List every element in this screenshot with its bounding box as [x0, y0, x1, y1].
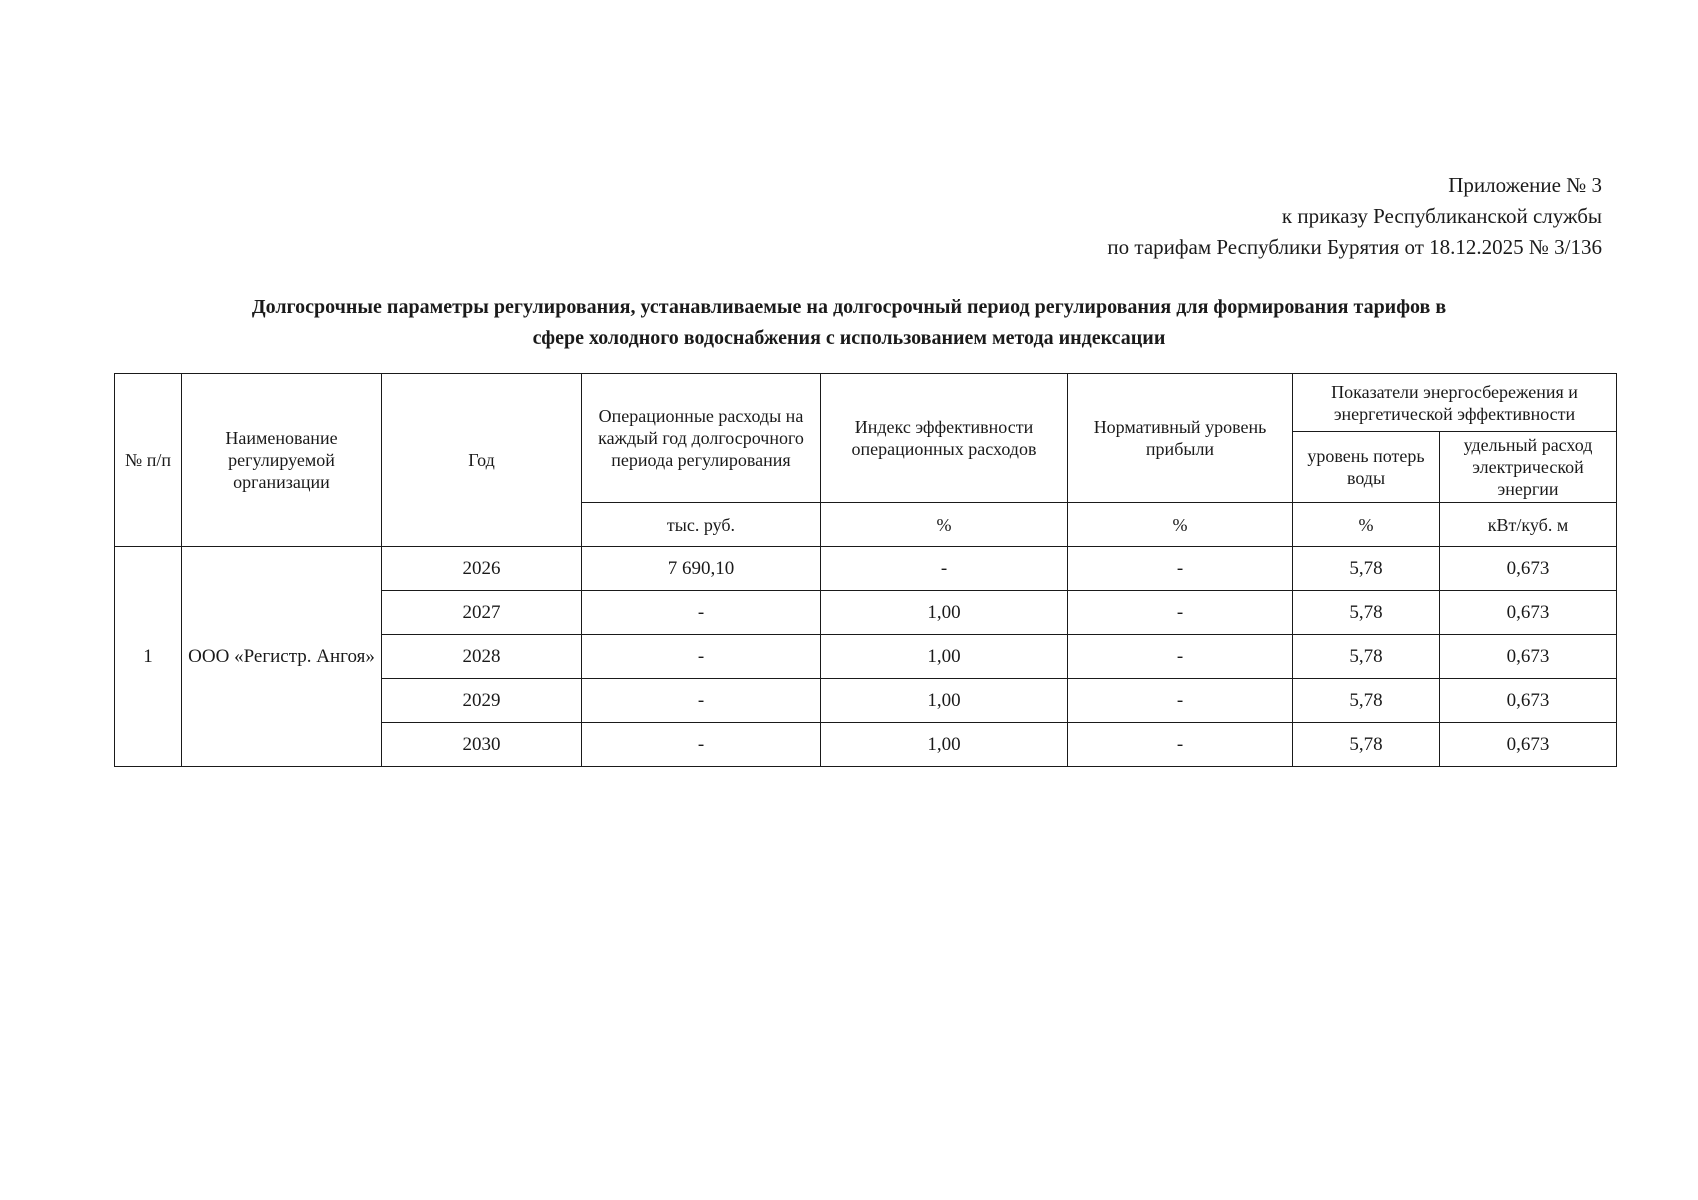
cell-efficiency-index: - — [821, 547, 1068, 591]
unit-efficiency-index: % — [821, 503, 1068, 547]
cell-profit: - — [1068, 723, 1293, 767]
cell-opex: 7 690,10 — [582, 547, 821, 591]
header-efficiency-index: Индекс эффективности операционных расходов — [821, 374, 1068, 503]
cell-opex: - — [582, 679, 821, 723]
cell-year: 2030 — [382, 723, 582, 767]
cell-year: 2028 — [382, 635, 582, 679]
cell-efficiency-index: 1,00 — [821, 635, 1068, 679]
document-title-line-2: сфере холодного водоснабжения с использованием метода индексации — [532, 327, 1166, 349]
cell-profit: - — [1068, 591, 1293, 635]
cell-electricity: 0,673 — [1440, 723, 1617, 767]
cell-opex: - — [582, 591, 821, 635]
header-electricity: удельный расход электрической энергии — [1440, 432, 1617, 503]
header-year: Год — [382, 374, 582, 547]
cell-year: 2026 — [382, 547, 582, 591]
cell-efficiency-index: 1,00 — [821, 679, 1068, 723]
cell-electricity: 0,673 — [1440, 635, 1617, 679]
appendix-line-3: по тарифам Республики Бурятия от 18.12.2025 № 3/136 — [1107, 235, 1602, 259]
appendix-line-1: Приложение № 3 — [1448, 173, 1602, 197]
cell-water-loss: 5,78 — [1293, 679, 1440, 723]
cell-efficiency-index: 1,00 — [821, 591, 1068, 635]
cell-water-loss: 5,78 — [1293, 723, 1440, 767]
cell-year: 2027 — [382, 591, 582, 635]
header-profit: Нормативный уровень прибыли — [1068, 374, 1293, 503]
cell-water-loss: 5,78 — [1293, 635, 1440, 679]
cell-profit: - — [1068, 635, 1293, 679]
header-organization: Наименование регулируемой организации — [182, 374, 382, 547]
header-water-loss: уровень потерь воды — [1293, 432, 1440, 503]
table-row — [115, 547, 1617, 591]
cell-profit: - — [1068, 679, 1293, 723]
org-name: ООО «Регистр. Ангоя» — [182, 547, 382, 767]
appendix-block — [1107, 170, 1602, 263]
cell-electricity: 0,673 — [1440, 679, 1617, 723]
cell-electricity: 0,673 — [1440, 547, 1617, 591]
cell-opex: - — [582, 723, 821, 767]
header-num: № п/п — [115, 374, 182, 547]
header-energy-group: Показатели энергосбережения и энергетической эффективности — [1293, 374, 1617, 432]
cell-water-loss: 5,78 — [1293, 547, 1440, 591]
cell-water-loss: 5,78 — [1293, 591, 1440, 635]
cell-efficiency-index: 1,00 — [821, 723, 1068, 767]
unit-electricity: кВт/куб. м — [1440, 503, 1617, 547]
document-title-line-1: Долгосрочные параметры регулирования, устанавливаемые на долгосрочный период регулирования для формирования тарифов в — [251, 296, 1447, 318]
unit-opex: тыс. руб. — [582, 503, 821, 547]
document-title — [100, 292, 1598, 354]
cell-opex: - — [582, 635, 821, 679]
cell-electricity: 0,673 — [1440, 591, 1617, 635]
appendix-line-2: к приказу Республиканской службы — [1281, 204, 1602, 228]
org-number: 1 — [115, 547, 182, 767]
header-row — [115, 374, 1617, 432]
cell-profit: - — [1068, 547, 1293, 591]
cell-year: 2029 — [382, 679, 582, 723]
unit-water-loss: % — [1293, 503, 1440, 547]
regulation-parameters-table — [114, 373, 1617, 767]
header-opex: Операционные расходы на каждый год долгосрочного периода регулирования — [582, 374, 821, 503]
unit-profit: % — [1068, 503, 1293, 547]
